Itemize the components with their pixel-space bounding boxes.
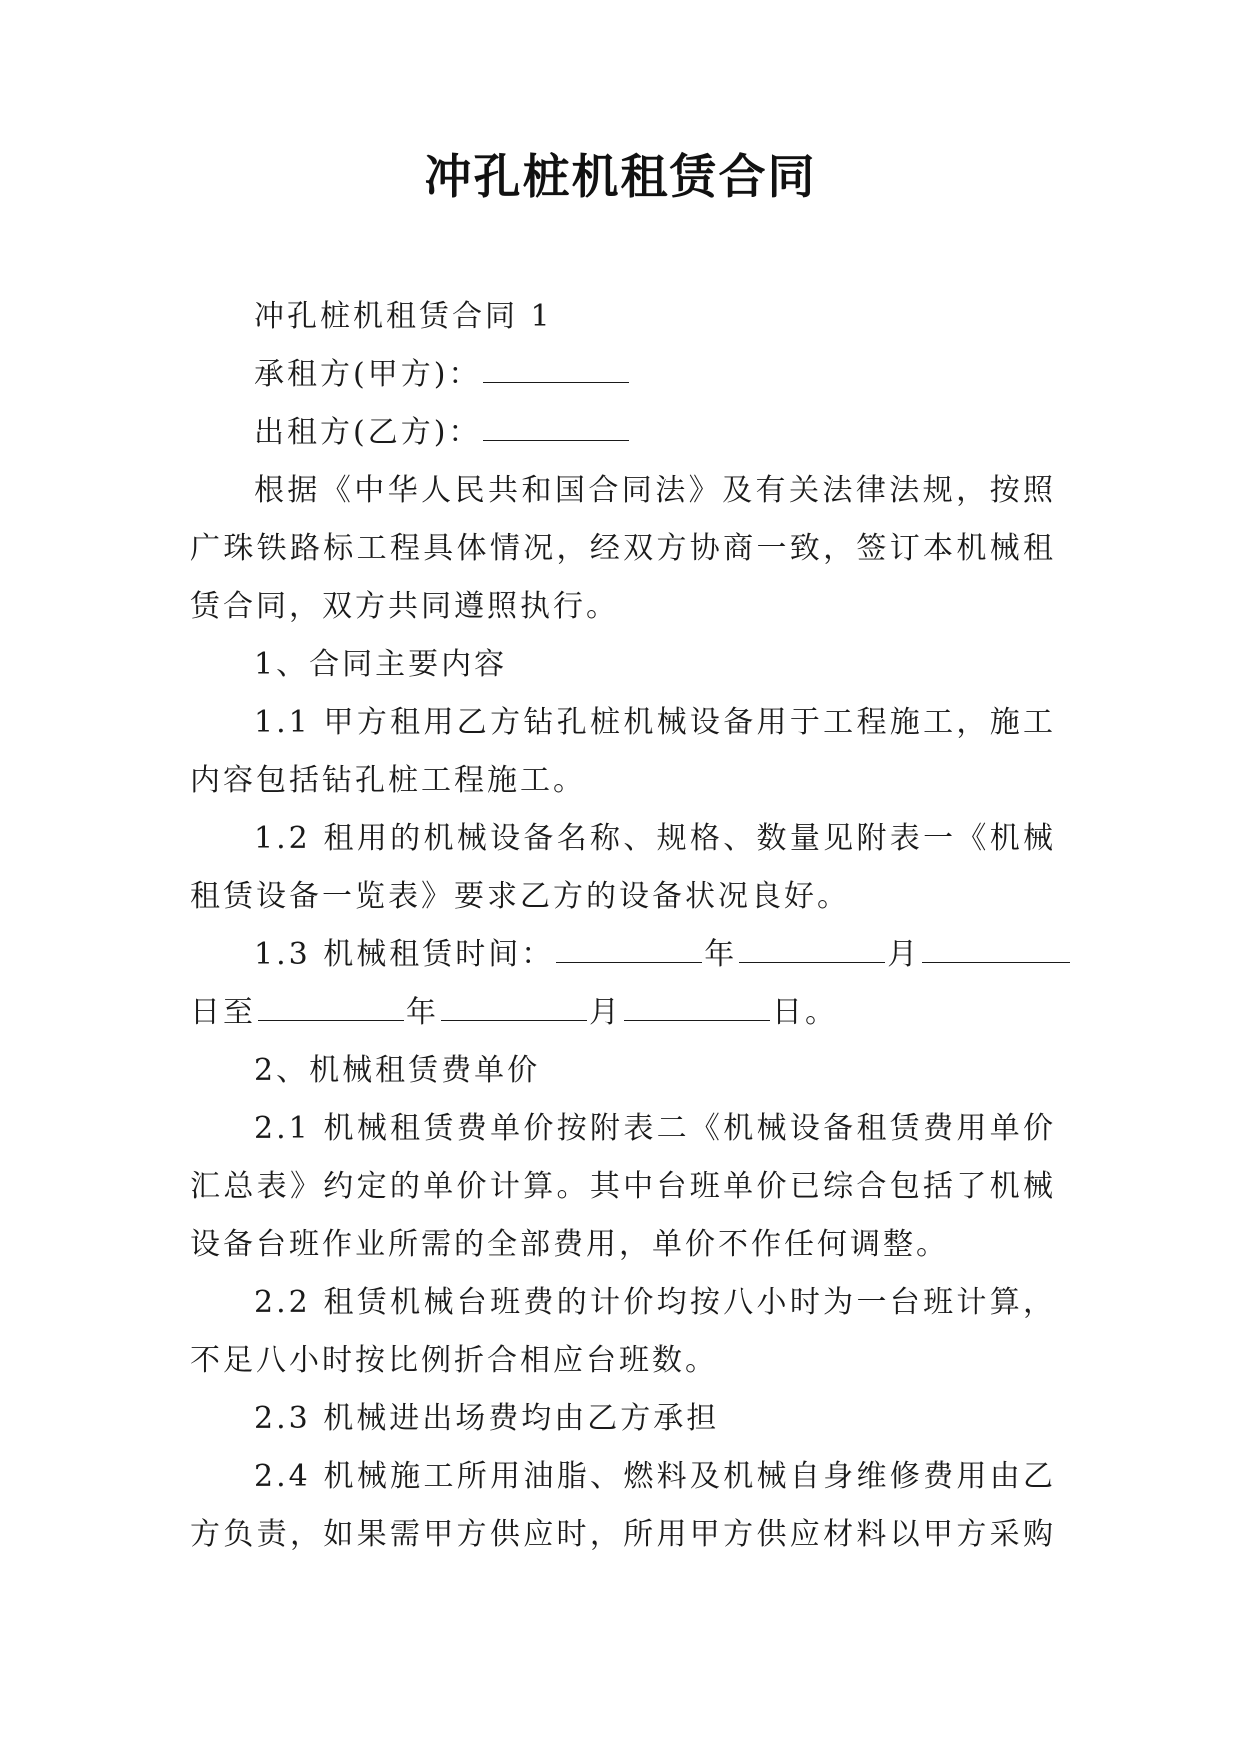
end-month-blank [441, 984, 587, 1021]
lessor-blank [483, 404, 629, 441]
section-heading: 2、机械租赁费单价 [254, 1053, 541, 1088]
paragraph-line: 租赁设备一览表》要求乙方的设备状况良好。 [190, 879, 850, 914]
start-month-blank [739, 926, 885, 963]
lessor-line [190, 404, 1056, 462]
paragraph-line: 方负责，如果需甲方供应时，所用甲方供应材料以甲方采购 [190, 1517, 1056, 1552]
paragraph-line: 2.1 机械租赁费单价按附表二《机械设备租赁费用单价 [254, 1111, 1056, 1146]
paragraph-line: 汇总表》约定的单价计算。其中台班单价已综合包括了机械 [190, 1169, 1056, 1204]
year-label: 年 [406, 995, 439, 1030]
paragraph-line: 2.2 租赁机械台班费的计价均按八小时为一台班计算， [254, 1285, 1056, 1320]
start-year-blank [556, 926, 702, 963]
paragraph-line: 赁合同，双方共同遵照执行。 [190, 589, 619, 624]
section-heading: 1、合同主要内容 [254, 647, 508, 682]
contract-subtitle: 冲孔桩机租赁合同 1 [254, 299, 553, 334]
day-to-label: 日至 [190, 995, 256, 1030]
document-title: 冲孔桩机租赁合同 [424, 150, 817, 205]
day-end-label: 日。 [772, 995, 838, 1030]
paragraph-line: 根据《中华人民共和国合同法》及有关法律法规，按照 [254, 473, 1056, 508]
paragraph-line: 内容包括钻孔桩工程施工。 [190, 763, 586, 798]
end-day-blank [624, 984, 770, 1021]
lessee-blank [483, 346, 629, 383]
rental-period-line-2 [190, 984, 1056, 1042]
paragraph-line: 1.1 甲方租用乙方钻孔桩机械设备用于工程施工，施工 [254, 705, 1056, 740]
month-label: 月 [887, 937, 921, 972]
lessor-label: 出租方(乙方)： [254, 415, 482, 450]
year-label: 年 [704, 937, 738, 972]
paragraph-line: 2.3 机械进出场费均由乙方承担 [254, 1401, 720, 1436]
lessee-line [190, 346, 1056, 404]
rental-period-label: 1.3 机械租赁时间： [254, 937, 555, 972]
end-year-blank [258, 984, 404, 1021]
rental-period-line [190, 926, 1056, 984]
paragraph-line: 不足八小时按比例折合相应台班数。 [190, 1343, 718, 1378]
start-day-blank [922, 926, 1070, 963]
paragraph-line: 1.2 租用的机械设备名称、规格、数量见附表一《机械 [254, 821, 1056, 856]
lessee-label: 承租方(甲方)： [254, 357, 482, 392]
month-label: 月 [589, 995, 622, 1030]
paragraph-line: 设备台班作业所需的全部费用，单价不作任何调整。 [190, 1227, 949, 1262]
paragraph-line: 广珠铁路标工程具体情况，经双方协商一致，签订本机械租 [190, 531, 1056, 566]
paragraph-line: 2.4 机械施工所用油脂、燃料及机械自身维修费用由乙 [254, 1459, 1056, 1494]
document-body [190, 288, 1056, 1564]
